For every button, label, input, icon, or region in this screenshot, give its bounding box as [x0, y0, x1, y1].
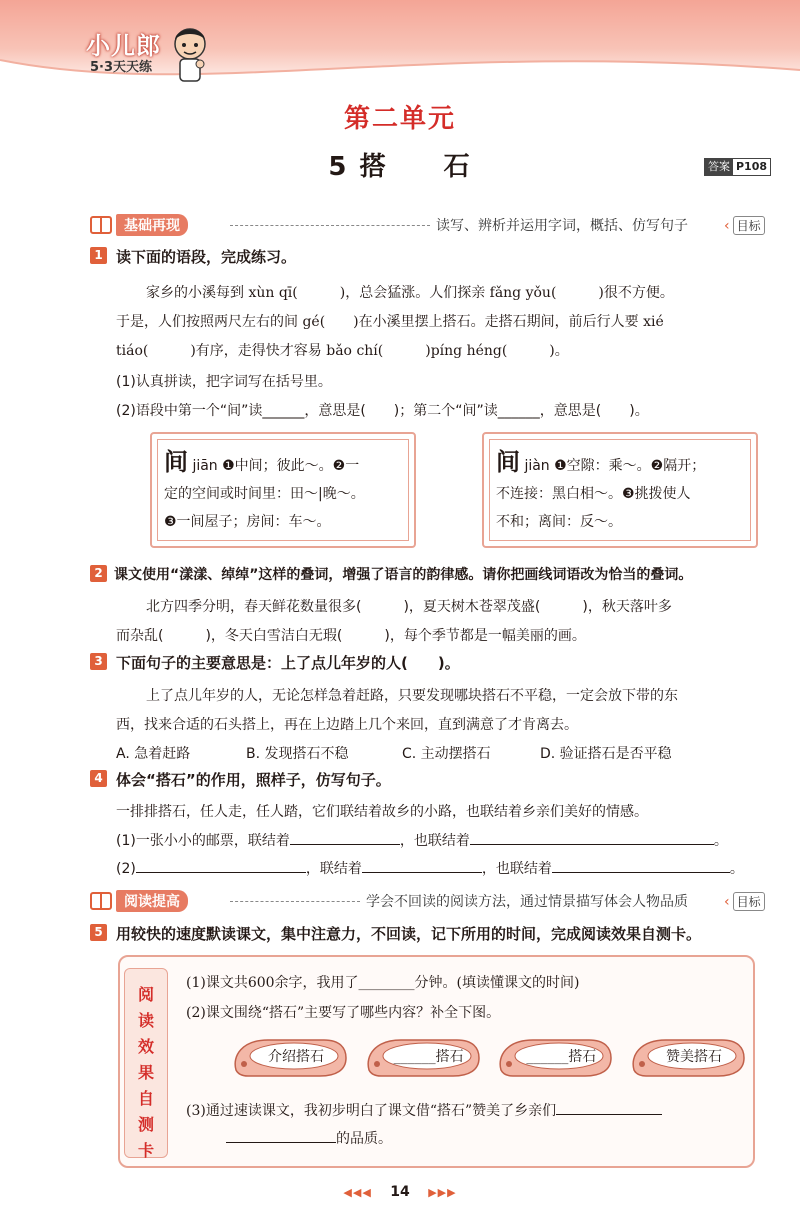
card-line-1: (1)课文共600余字，我用了________分钟。(填读懂课文的时间)	[186, 975, 580, 991]
answer-blank[interactable]	[552, 858, 730, 873]
card-side-char: 果	[137, 1063, 154, 1082]
imitation-line-2: (2) ，联结着 ，也联结着 。	[116, 858, 744, 878]
shoe-label: 赞美搭石	[665, 1049, 722, 1065]
section-basic-tag	[90, 214, 188, 236]
passage-line: 北方四季分明，春天鲜花数量很多( )，夏天树木苍翠茂盛( )，秋天落叶多	[146, 599, 672, 615]
question-title: 课文使用“漾漾、绰绰”这样的叠词，增强了语言的韵律感。请你把画线词语改为恰当的叠词。	[114, 567, 693, 583]
goal-label: 目标	[733, 216, 765, 235]
dict-line: jiàn ❶空隙：乘～。❷隔开；	[520, 458, 706, 474]
card-line-2: (2)课文围绕“搭石”主要写了哪些内容？补全下图。	[186, 1005, 501, 1021]
shoe-label[interactable]: ______搭石	[393, 1049, 464, 1065]
mascot-icon	[168, 24, 212, 84]
card-side-char: 效	[137, 1037, 154, 1056]
question-number: 3	[90, 653, 107, 670]
dict-line: 不连接：黑白相～。❸挑拨使人	[496, 486, 691, 502]
dictionary-card-jian1	[150, 432, 416, 548]
section-reading-goal: 学会不回读的阅读方法，通过情景描写体会人物品质	[366, 894, 688, 910]
goal-arrow-icon: ‹	[724, 217, 730, 234]
card-side-char: 自	[137, 1089, 154, 1108]
answer-badge	[704, 158, 771, 176]
dict-line: ❸一间屋子；房间：车～。	[164, 514, 331, 530]
right-arrows-icon: ▶▶▶	[428, 1186, 457, 1199]
question-number: 1	[90, 247, 107, 264]
shoe-label[interactable]: ______搭石	[526, 1049, 597, 1065]
book-icon	[90, 892, 112, 910]
divider	[230, 901, 360, 902]
dictionary-card-jian4	[482, 432, 758, 548]
shoe-flow	[228, 1032, 748, 1086]
section-reading-label: 阅读提高	[116, 890, 188, 912]
passage-line: 西，找来合适的石头搭上，再在上边踏上几个来回，直到满意了才肯离去。	[116, 717, 578, 733]
option-a[interactable]: A. 急着赶路	[116, 746, 191, 762]
question-number: 2	[90, 565, 107, 582]
imitation-line-1: (1)一张小小的邮票，联结着 ，也联结着 。	[116, 830, 728, 850]
logo-subtitle: 5·3天天练	[90, 60, 153, 75]
dict-line: 不和；离间：反～。	[496, 514, 622, 530]
answer-blank[interactable]	[556, 1100, 662, 1115]
section-basic-label: 基础再现	[116, 214, 188, 236]
card-line-3b: 的品质。	[226, 1128, 392, 1148]
lesson-title: 5 搭 石	[328, 152, 472, 182]
goal-arrow-icon: ‹	[724, 893, 730, 910]
card-side-char: 阅	[137, 985, 154, 1004]
shoe-label: 介绍搭石	[268, 1049, 324, 1065]
dict-char: 间	[496, 448, 520, 476]
shoe-step	[493, 1032, 615, 1082]
answer-blank[interactable]	[470, 830, 714, 845]
answer-blank[interactable]	[136, 858, 306, 873]
goal-badge	[724, 892, 765, 911]
option-c[interactable]: C. 主动摆搭石	[402, 746, 491, 762]
answer-page: P108	[736, 160, 768, 173]
option-d[interactable]: D. 验证搭石是否平稳	[540, 746, 672, 762]
card-side-title	[124, 982, 168, 1164]
page-number: 14	[390, 1184, 410, 1200]
section-reading-tag	[90, 890, 188, 912]
shoe-step	[626, 1032, 748, 1082]
question-title: 下面句子的主要意思是：上了点儿年岁的人( )。	[116, 654, 460, 672]
goal-badge	[724, 216, 765, 235]
answer-blank[interactable]	[290, 830, 400, 845]
passage-line: 于是，人们按照两尺左右的间 gé( )在小溪里摆上搭石。走搭石期间，前后行人要 xié	[116, 314, 664, 330]
passage-line: 上了点儿年岁的人，无论怎样急着赶路，只要发现哪块搭石不平稳，一定会放下带的东	[146, 688, 678, 704]
card-line-3: (3)通过速读课文，我初步明白了课文借“搭石”赞美了乡亲们	[186, 1100, 662, 1120]
question-title: 体会“搭石”的作用，照样子，仿写句子。	[116, 771, 391, 789]
dict-line: 定的空间或时间里：田～|晚～。	[164, 486, 365, 502]
passage-line: tiáo( )有序，走得快才容易 bǎo chí( )píng héng( )。	[116, 343, 569, 359]
passage-line: 家乡的小溪每到 xùn qī( )，总会猛涨。人们探亲 fǎng yǒu( )很不方便。	[146, 285, 674, 301]
card-side-char: 测	[137, 1115, 154, 1134]
sub-question: (2)语段中第一个“间”读______，意思是( )；第二个“间”读______，意思是( )。	[116, 403, 649, 419]
option-b[interactable]: B. 发现搭石不稳	[246, 746, 349, 762]
example-sentence: 一排排搭石，任人走，任人踏，它们联结着故乡的小路，也联结着乡亲们美好的情感。	[116, 804, 648, 820]
unit-title: 第二单元	[343, 104, 456, 134]
dict-char: 间	[164, 448, 188, 476]
shoe-step	[361, 1032, 483, 1082]
book-icon	[90, 216, 112, 234]
answer-label: 答案	[705, 159, 733, 175]
dict-line: jiān ❶中间；彼此～。❷一	[188, 458, 360, 474]
card-side-char: 卡	[137, 1141, 154, 1160]
question-title: 读下面的语段，完成练习。	[116, 248, 297, 266]
page-footer	[0, 1184, 800, 1200]
question-number: 4	[90, 770, 107, 787]
goal-label: 目标	[733, 892, 765, 911]
question-title: 用较快的速度默读课文，集中注意力，不回读，记下所用的时间，完成阅读效果自测卡。	[116, 925, 702, 943]
sub-question: (1)认真拼读，把字词写在括号里。	[116, 374, 332, 390]
card-side-char: 读	[137, 1011, 154, 1030]
shoe-step	[228, 1032, 350, 1082]
question-number: 5	[90, 924, 107, 941]
answer-blank[interactable]	[362, 858, 482, 873]
logo-title: 小儿郎	[86, 32, 161, 60]
divider	[230, 225, 430, 226]
passage-line: 而杂乱( )，冬天白雪洁白无瑕( )，每个季节都是一幅美丽的画。	[116, 628, 586, 644]
answer-blank[interactable]	[226, 1128, 336, 1143]
section-basic-goal: 读写、辨析并运用字词，概括、仿写句子	[436, 218, 688, 234]
left-arrows-icon: ◀◀◀	[343, 1186, 372, 1199]
